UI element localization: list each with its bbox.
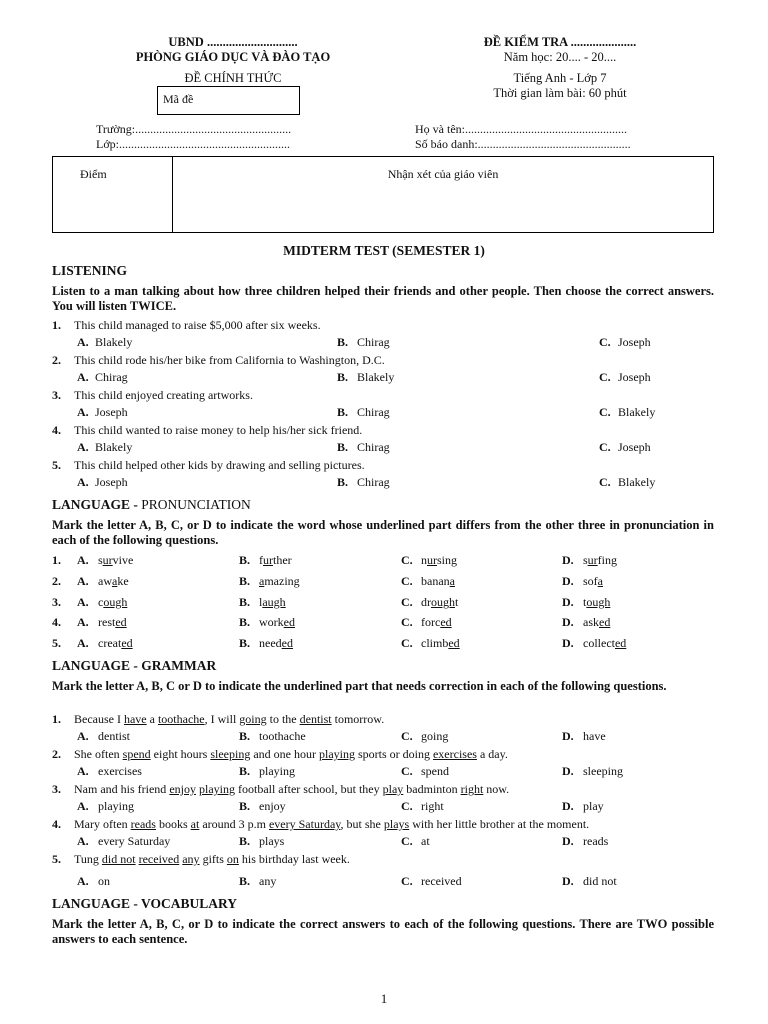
option-text: Chirag [357, 335, 390, 349]
sentence-part: and one hour [250, 747, 319, 761]
word-part: fing [597, 553, 618, 567]
option-letter: D. [562, 729, 574, 743]
word-part: mazing [264, 574, 300, 588]
underlined-part: a [449, 574, 455, 588]
underlined-part: enjoy [169, 782, 196, 796]
sentence-part: gifts [199, 852, 227, 866]
word-part: s [98, 553, 103, 567]
grammar-instruction: Mark the letter A, B, C or D to indicate the underlined part that needs correction in each of the following questions. [52, 679, 667, 693]
option-letter: C. [401, 799, 413, 813]
option-word [583, 636, 626, 651]
word-part: s [583, 553, 588, 567]
sentence-part: Because I [74, 712, 124, 726]
underlined-part: a [259, 574, 265, 588]
sentence-part: , I will [204, 712, 240, 726]
option-text: enjoy [259, 799, 286, 813]
option-letter: B. [239, 764, 251, 778]
sentence-part: sports or doing [354, 747, 433, 761]
word-part: vive [112, 553, 134, 567]
header-school-year: Năm học: 20.... - 20.... [503, 50, 617, 64]
option-letter: A. [77, 475, 89, 489]
option-word [98, 636, 133, 651]
word-part: collect [583, 636, 615, 650]
option-letter: A. [77, 370, 89, 384]
score-comment-box [52, 156, 714, 233]
question-number: 1. [52, 318, 61, 332]
pronunciation-heading-prefix: LANGUAGE - [52, 497, 142, 512]
option-text: reads [583, 834, 609, 848]
question-number: 2. [52, 353, 61, 367]
option-text: have [583, 729, 606, 743]
word-part: sing [437, 553, 458, 567]
option-letter: A. [77, 440, 89, 454]
option-word [259, 574, 300, 589]
option-letter: C. [401, 595, 413, 609]
underlined-part: a [112, 574, 118, 588]
header-ubnd: UBND ............................. [168, 35, 298, 49]
option-word [421, 553, 457, 568]
question-number: 1. [52, 712, 61, 726]
sentence-part: She often [74, 747, 123, 761]
word-part: ask [583, 615, 599, 629]
underlined-part: ed [599, 615, 611, 629]
option-letter: A. [77, 874, 89, 888]
option-text: playing [98, 799, 134, 813]
word-part: f [259, 553, 263, 567]
word-part: n [421, 553, 427, 567]
id-field: Số báo danh:................................................... [415, 137, 631, 151]
option-letter: A. [77, 834, 89, 848]
sentence-part: a day. [476, 747, 508, 761]
option-letter: A. [77, 799, 89, 813]
option-letter: D. [562, 615, 574, 629]
option-text: sleeping [583, 764, 623, 778]
underlined-part: any [182, 852, 200, 866]
question-sentence [74, 712, 384, 727]
option-text: Chirag [95, 370, 128, 384]
option-text: spend [421, 764, 449, 778]
question-sentence [74, 852, 350, 867]
pronunciation-instruction: Mark the letter A, B, C, or D to indicate the word whose underlined part differs from the other three in pronunciation in each of the following questions. [52, 518, 714, 547]
option-letter: D. [562, 874, 574, 888]
sentence-part: eight hours [150, 747, 211, 761]
option-text: Blakely [618, 475, 656, 489]
option-text: Joseph [618, 335, 651, 349]
word-part: climb [421, 636, 449, 650]
underlined-part: received [138, 852, 180, 866]
question-number: 2. [52, 574, 61, 588]
underlined-part: ough [586, 595, 611, 609]
vocabulary-heading: LANGUAGE - VOCABULARY [52, 896, 238, 911]
test-title: MIDTERM TEST (SEMESTER 1) [283, 243, 485, 258]
option-text: going [421, 729, 449, 743]
question-number: 4. [52, 615, 61, 629]
underlined-part: ed [614, 636, 627, 650]
sentence-part: his birthday last week. [238, 852, 350, 866]
word-part: t [583, 595, 587, 609]
option-letter: A. [77, 764, 89, 778]
underlined-part: augh [262, 595, 286, 609]
underlined-part: ed [115, 615, 127, 629]
option-letter: B. [239, 636, 251, 650]
word-part: sof [583, 574, 598, 588]
option-letter: B. [239, 553, 251, 567]
grammar-heading: LANGUAGE - GRAMMAR [52, 658, 217, 673]
option-letter: C. [401, 574, 413, 588]
sentence-part: with her little brother at the moment. [409, 817, 590, 831]
exam-code-label: Mã đề [163, 92, 194, 106]
option-text: every Saturday [98, 834, 171, 848]
option-letter: C. [401, 636, 413, 650]
option-letter: A. [77, 335, 89, 349]
option-letter: B. [239, 574, 251, 588]
word-part: work [259, 615, 284, 629]
header-subject: Tiếng Anh - Lớp 7 [513, 71, 607, 85]
question-number: 5. [52, 852, 61, 866]
score-label: Điểm [80, 167, 107, 181]
option-letter: D. [562, 553, 574, 567]
option-text: right [421, 799, 444, 813]
option-text: play [583, 799, 604, 813]
question-number: 1. [52, 553, 61, 567]
option-letter: B. [239, 799, 251, 813]
underlined-part: playing [198, 782, 235, 796]
word-part: l [259, 595, 263, 609]
option-text: Joseph [618, 370, 651, 384]
question-number: 2. [52, 747, 61, 761]
underlined-part: ed [281, 636, 293, 650]
exam-code-box [157, 86, 300, 115]
underlined-part: sleeping [210, 747, 251, 761]
option-letter: A. [77, 729, 89, 743]
option-letter: C. [401, 553, 413, 567]
option-word [98, 595, 127, 610]
option-text: exercises [98, 764, 142, 778]
underlined-part: ur [587, 553, 598, 567]
option-text: on [98, 874, 110, 888]
option-letter: D. [562, 636, 574, 650]
pronunciation-heading [52, 497, 251, 513]
option-word [259, 595, 286, 610]
option-letter: A. [77, 405, 89, 419]
option-word [583, 615, 610, 630]
question-number: 3. [52, 388, 61, 402]
sentence-part: Nam and his friend [74, 782, 170, 796]
question-text: This child enjoyed creating artworks. [74, 388, 253, 402]
underlined-part: ough [103, 595, 128, 609]
underlined-part: ough [431, 595, 455, 609]
underlined-part: right [460, 782, 484, 796]
question-text: This child managed to raise $5,000 after six weeks. [74, 318, 321, 332]
underlined-part: did not [101, 852, 136, 866]
sentence-part: books [155, 817, 191, 831]
teacher-comment-label: Nhận xét của giáo viên [387, 167, 499, 181]
option-letter: D. [562, 834, 574, 848]
pronunciation-heading-topic: PRONUNCIATION [141, 497, 251, 512]
underlined-part: spend [122, 747, 151, 761]
sentence-part: , but she [340, 817, 384, 831]
option-text: Chirag [357, 440, 390, 454]
option-letter: B. [239, 615, 251, 629]
option-letter: C. [401, 874, 413, 888]
underlined-part: dentist [299, 712, 332, 726]
option-word [259, 615, 295, 630]
option-text: Joseph [618, 440, 651, 454]
header-duration: Thời gian làm bài: 60 phút [493, 86, 627, 100]
word-part: banan [421, 574, 450, 588]
option-letter: B. [239, 595, 251, 609]
option-letter: C. [599, 405, 611, 419]
option-word [421, 595, 458, 610]
option-letter: C. [599, 440, 611, 454]
underlined-part: ed [448, 636, 460, 650]
word-part: ke [117, 574, 129, 588]
underlined-part: a [597, 574, 603, 588]
option-letter: C. [401, 729, 413, 743]
underlined-part: have [123, 712, 147, 726]
option-text: Chirag [357, 405, 390, 419]
question-number: 5. [52, 458, 61, 472]
header-department: PHÒNG GIÁO DỤC VÀ ĐÀO TẠO [135, 50, 331, 64]
question-text: This child helped other kids by drawing and selling pictures. [74, 458, 365, 472]
question-number: 4. [52, 423, 61, 437]
underlined-part: ed [121, 636, 133, 650]
option-text: playing [259, 764, 295, 778]
option-letter: C. [599, 370, 611, 384]
option-letter: C. [401, 764, 413, 778]
option-letter: C. [599, 475, 611, 489]
option-text: Blakely [95, 335, 133, 349]
option-text: Chirag [357, 475, 390, 489]
option-letter: D. [562, 595, 574, 609]
word-part: t [455, 595, 459, 609]
word-part: rest [98, 615, 116, 629]
name-field: Họ và tên:...................................................... [415, 122, 627, 136]
word-part: forc [421, 615, 441, 629]
class-field: Lớp:......................................................... [96, 137, 291, 151]
question-number: 4. [52, 817, 61, 831]
sentence-part: tomorrow. [331, 712, 385, 726]
option-letter: D. [562, 799, 574, 813]
underlined-part: ed [440, 615, 452, 629]
word-part: aw [98, 574, 112, 588]
option-word [583, 595, 610, 610]
option-text: Joseph [95, 475, 128, 489]
question-sentence [74, 817, 589, 832]
word-part: ther [273, 553, 292, 567]
underlined-part: at [190, 817, 200, 831]
option-word [583, 553, 617, 568]
underlined-part: playing [318, 747, 355, 761]
header-test-title: ĐỀ KIỂM TRA ..................... [483, 35, 637, 49]
underlined-part: every Saturday [268, 817, 341, 831]
question-number: 3. [52, 782, 61, 796]
sentence-part: badminton [403, 782, 461, 796]
option-letter: B. [337, 370, 349, 384]
option-letter: B. [337, 335, 349, 349]
option-word [421, 615, 452, 630]
option-word [421, 636, 460, 651]
option-letter: A. [77, 615, 89, 629]
option-word [259, 636, 293, 651]
option-letter: B. [239, 834, 251, 848]
underlined-part: reads [130, 817, 156, 831]
sentence-part: around 3 p.m [199, 817, 269, 831]
vocabulary-instruction: Mark the letter A, B, C, or D to indicate the correct answers to each of the following questions. There are TWO possible answers to each sentence. [52, 917, 714, 946]
option-letter: A. [77, 636, 89, 650]
option-text: Blakely [95, 440, 133, 454]
option-text: did not [583, 874, 617, 888]
sentence-part: to the [266, 712, 300, 726]
question-number: 5. [52, 636, 61, 650]
option-letter: C. [401, 615, 413, 629]
option-letter: B. [239, 729, 251, 743]
option-text: Joseph [95, 405, 128, 419]
listening-instruction: Listen to a man talking about how three children helped their friends and other people. Then choose the correct answers. You will listen TWICE. [52, 284, 714, 313]
word-part: dr [421, 595, 431, 609]
word-part: creat [98, 636, 122, 650]
option-word [421, 574, 455, 589]
option-text: received [421, 874, 462, 888]
option-letter: B. [337, 405, 349, 419]
listening-heading: LISTENING [52, 263, 128, 278]
underlined-part: exercises [432, 747, 477, 761]
option-letter: D. [562, 574, 574, 588]
underlined-part: on [226, 852, 239, 866]
sentence-part: a [146, 712, 158, 726]
option-letter: A. [77, 553, 89, 567]
question-text: This child rode his/her bike from California to Washington, D.C. [74, 353, 385, 367]
underlined-part: ur [263, 553, 273, 567]
option-word [583, 574, 603, 589]
option-letter: C. [599, 335, 611, 349]
sentence-part: football after school, but they [234, 782, 383, 796]
page-number: 1 [380, 991, 388, 1006]
option-word [259, 553, 292, 568]
option-text: toothache [259, 729, 306, 743]
question-number: 3. [52, 595, 61, 609]
option-text: plays [259, 834, 285, 848]
option-word [98, 553, 133, 568]
underlined-part: plays [383, 817, 410, 831]
question-sentence [74, 782, 509, 797]
header-official-label: ĐỀ CHÍNH THỨC [184, 71, 282, 85]
underlined-part: going [239, 712, 267, 726]
option-letter: A. [77, 595, 89, 609]
underlined-part: play [382, 782, 404, 796]
underlined-part: ur [427, 553, 437, 567]
option-text: Blakely [618, 405, 656, 419]
sentence-part: now. [483, 782, 510, 796]
option-letter: B. [337, 440, 349, 454]
underlined-part: ur [102, 553, 113, 567]
option-text: dentist [98, 729, 130, 743]
school-field: Trường:.................................................... [96, 122, 292, 136]
word-part: need [259, 636, 282, 650]
sentence-part: Mary often [74, 817, 131, 831]
option-text: at [421, 834, 430, 848]
sentence-part: Tung [74, 852, 102, 866]
option-word [98, 615, 127, 630]
option-text: any [259, 874, 277, 888]
word-part: c [98, 595, 104, 609]
option-letter: C. [401, 834, 413, 848]
underlined-part: ed [283, 615, 295, 629]
option-letter: B. [239, 874, 251, 888]
option-text: Blakely [357, 370, 395, 384]
question-sentence [74, 747, 508, 762]
option-letter: A. [77, 574, 89, 588]
question-text: This child wanted to raise money to help his/her sick friend. [74, 423, 363, 437]
option-word [98, 574, 129, 589]
option-letter: B. [337, 475, 349, 489]
underlined-part: toothache [157, 712, 205, 726]
option-letter: D. [562, 764, 574, 778]
